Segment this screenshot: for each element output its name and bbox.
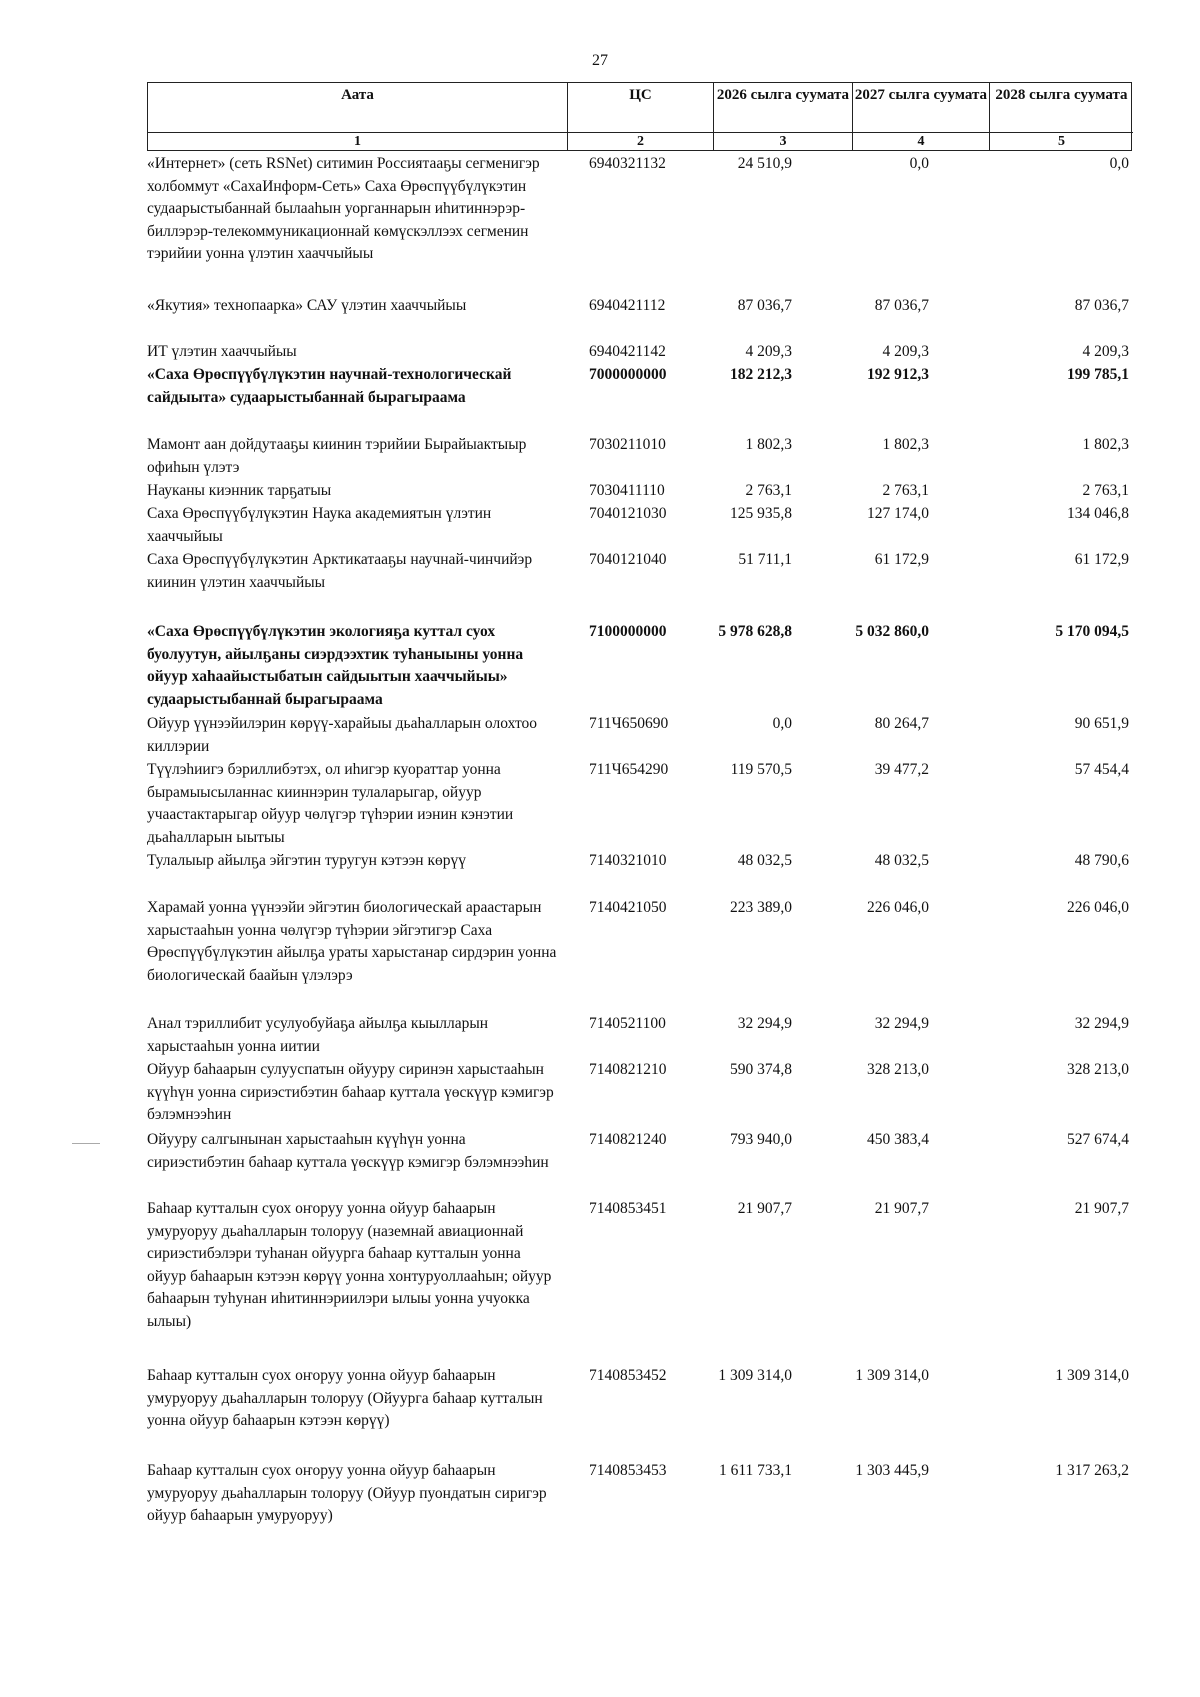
row-value-2027: 450 383,4 bbox=[867, 1131, 929, 1148]
row-code: 7140421050 bbox=[589, 899, 667, 916]
row-name: Ойууру салгынынан харыстааһын күүһүн уонна сириэстибэтин баһаар куттала үөскүүр кэмигэр бэлэмнээһин bbox=[147, 1131, 549, 1171]
row-value-2028: 87 036,7 bbox=[1074, 297, 1129, 314]
row-value-2026: 119 570,5 bbox=[730, 761, 792, 778]
row-value-2026: 793 940,0 bbox=[730, 1131, 792, 1148]
row-code: 7140853452 bbox=[589, 1367, 667, 1384]
row-name: «Саха Өрөспүүбүлүкэтин экологияҕа куттал суох буолуутун, айылҕаны сиэрдээхтик туһаныыны уонна ойуур хаһаайыстыбатын сайдыытын хааччыйыы» судаарыстыбаннай бырагыраама bbox=[147, 623, 524, 708]
row-value-2027: 1 303 445,9 bbox=[855, 1462, 929, 1479]
header-col-number: 3 bbox=[714, 132, 852, 150]
row-value-2027: 1 802,3 bbox=[882, 436, 929, 453]
row-value-2026: 32 294,9 bbox=[737, 1015, 792, 1032]
row-name: Саха Өрөспүүбүлүкэтин Арктикатааҕы научнай-чинчийэр киинин үлэтин хааччыйыы bbox=[147, 551, 533, 591]
row-value-2027: 80 264,7 bbox=[874, 715, 929, 732]
row-name: Мамонт аан дойдутааҕы киинин тэрийии Бырайыактыыр офиһын үлэтэ bbox=[147, 436, 527, 476]
row-value-2028: 527 674,4 bbox=[1067, 1131, 1129, 1148]
table-row bbox=[147, 295, 1132, 341]
row-code: 7140821210 bbox=[589, 1061, 667, 1078]
row-value-2026: 223 389,0 bbox=[730, 899, 792, 916]
row-value-2028: 1 802,3 bbox=[1082, 436, 1129, 453]
row-name: «Саха Өрөспүүбүлүкэтин научнай-технологическай сайдыыта» судаарыстыбаннай бырагыраама bbox=[147, 366, 512, 406]
row-code: 7030411110 bbox=[589, 482, 665, 499]
header-col-number: 1 bbox=[148, 132, 567, 150]
header-cell-2027 bbox=[853, 83, 990, 150]
row-value-2028: 21 907,7 bbox=[1074, 1200, 1129, 1217]
table-row bbox=[147, 434, 1132, 480]
row-value-2028: 134 046,8 bbox=[1067, 505, 1129, 522]
row-value-2028: 199 785,1 bbox=[1067, 366, 1129, 383]
row-name: «Интернет» (сеть RSNet) ситимин Россиятааҕы сегменигэр холбоммут «СахаИнформ-Сеть» Саха Өрөспүүбүлүкэтин судаарыстыбаннай былааһын уорганнарын иһитиннэрэр-биллэрэр-телекоммуникационнай көмүскэллээх сегменин тэрийии уонна үлэтин хааччыйыы bbox=[147, 155, 540, 263]
row-code: 7140521100 bbox=[589, 1015, 666, 1032]
table-row bbox=[147, 480, 1132, 503]
row-value-2028: 32 294,9 bbox=[1074, 1015, 1129, 1032]
header-cell-2028 bbox=[990, 83, 1133, 150]
scan-artifact-line bbox=[72, 1143, 100, 1144]
row-value-2027: 192 912,3 bbox=[867, 366, 929, 383]
table-row bbox=[147, 1013, 1132, 1059]
row-value-2028: 48 790,6 bbox=[1074, 852, 1129, 869]
row-value-2026: 5 978 628,8 bbox=[718, 623, 792, 640]
row-value-2027: 4 209,3 bbox=[882, 343, 929, 360]
header-label: 2027 сылга суумата bbox=[854, 87, 988, 103]
budget-table-body bbox=[147, 153, 1132, 1530]
row-code: 6940421142 bbox=[589, 343, 666, 360]
row-code: 6940321132 bbox=[589, 155, 666, 172]
row-code: 7140853453 bbox=[589, 1462, 667, 1479]
table-row bbox=[147, 1365, 1132, 1460]
row-name: Баһаар кутталын суох оҥоруу уонна ойуур баһаарын умуруоруу дьаһалларын толоруу (наземнай авиационнай сириэстибэлэри туһанан ойуурга баһаар кутталын уонна ойуур баһаарын кэтээн көрүү уонна хонтуруоллааһын; ойуур баһаарын туһунан иһитиннэриилэри ылыы уонна учуокка ылыы) bbox=[147, 1200, 552, 1330]
row-value-2028: 5 170 094,5 bbox=[1055, 623, 1129, 640]
row-name: Түүлэһиигэ бэриллибэтэх, ол иһигэр куораттар уонна бырамыысыланнас кииннэрин тулаларыгар, ойуур учаастактарыгар ойуур чөлүгэр түһэрии иэнин кэнэтии дьаһалларын ыытыы bbox=[147, 761, 514, 846]
row-value-2026: 1 802,3 bbox=[745, 436, 792, 453]
header-label: 2026 сылга суумата bbox=[716, 87, 850, 103]
table-row bbox=[147, 1129, 1132, 1198]
table-row bbox=[147, 549, 1132, 621]
table-header bbox=[147, 82, 1132, 151]
row-code: 7030211010 bbox=[589, 436, 666, 453]
row-name: Саха Өрөспүүбүлүкэтин Наука академиятын үлэтин хааччыйыы bbox=[147, 505, 492, 545]
row-value-2026: 125 935,8 bbox=[730, 505, 792, 522]
row-value-2028: 4 209,3 bbox=[1082, 343, 1129, 360]
row-value-2027: 1 309 314,0 bbox=[855, 1367, 929, 1384]
header-cell-code bbox=[568, 83, 714, 150]
row-value-2027: 87 036,7 bbox=[874, 297, 929, 314]
row-name: Баһаар кутталын суох оҥоруу уонна ойуур баһаарын умуруоруу дьаһалларын толоруу (Ойуурга баһаар кутталын уонна ойуур баһаарын кэтээн көрүү) bbox=[147, 1367, 543, 1430]
row-value-2026: 4 209,3 bbox=[745, 343, 792, 360]
row-value-2028: 61 172,9 bbox=[1074, 551, 1129, 568]
row-name: Ойуур үүнээйилэрин көрүү-харайыы дьаһалларын олохтоо киллэрии bbox=[147, 715, 538, 755]
row-name: ИТ үлэтин хааччыйыы bbox=[147, 343, 297, 360]
row-name: Анал тэриллибит усулуобуйаҕа айылҕа кыылларын харыстааһын уонна иитии bbox=[147, 1015, 489, 1055]
row-value-2027: 5 032 860,0 bbox=[855, 623, 929, 640]
row-value-2028: 226 046,0 bbox=[1067, 899, 1129, 916]
table-row bbox=[147, 1059, 1132, 1129]
row-name: Харамай уонна үүнээйи эйгэтин биологическай араастарын харыстааһын уонна чөлүгэр түһэрии эйгэтигэр Саха Өрөспүүбүлүкэтин айылҕа ураты харыстанар сирдэрин уонна биологическай баайын үлэлэрэ bbox=[147, 899, 557, 984]
row-value-2027: 127 174,0 bbox=[867, 505, 929, 522]
row-value-2027: 226 046,0 bbox=[867, 899, 929, 916]
row-value-2026: 48 032,5 bbox=[737, 852, 792, 869]
row-value-2028: 1 309 314,0 bbox=[1055, 1367, 1129, 1384]
table-row bbox=[147, 153, 1132, 295]
row-value-2028: 57 454,4 bbox=[1074, 761, 1129, 778]
row-value-2027: 39 477,2 bbox=[874, 761, 929, 778]
row-value-2028: 328 213,0 bbox=[1067, 1061, 1129, 1078]
row-name: Тулалыыр айылҕа эйгэтин туругун кэтээн көрүү bbox=[147, 852, 466, 869]
row-code: 711Ч654290 bbox=[589, 761, 669, 778]
header-cell-name bbox=[148, 83, 568, 150]
row-value-2027: 32 294,9 bbox=[874, 1015, 929, 1032]
header-cell-2026 bbox=[714, 83, 853, 150]
table-row-program bbox=[147, 621, 1132, 713]
table-row bbox=[147, 897, 1132, 1013]
row-value-2027: 21 907,7 bbox=[874, 1200, 929, 1217]
row-code: 711Ч650690 bbox=[589, 715, 669, 732]
row-value-2026: 0,0 bbox=[772, 715, 792, 732]
row-value-2026: 24 510,9 bbox=[737, 155, 792, 172]
row-name: «Якутия» технопаарка» САУ үлэтин хааччыйыы bbox=[147, 297, 467, 314]
header-label: Аата bbox=[341, 87, 374, 103]
row-code: 6940421112 bbox=[589, 297, 666, 314]
header-label: 2028 сылга суумата bbox=[995, 87, 1128, 103]
row-code: 7040121040 bbox=[589, 551, 667, 568]
row-value-2026: 590 374,8 bbox=[730, 1061, 792, 1078]
row-value-2028: 2 763,1 bbox=[1082, 482, 1129, 499]
row-name: Ойуур баһаарын сулууспатын ойууру сиринэн харыстааһын күүһүн уонна сириэстибэтин баһаар куттала үөскүүр кэмигэр бэлэмнээһин bbox=[147, 1061, 554, 1124]
table-row bbox=[147, 1198, 1132, 1365]
row-value-2026: 1 309 314,0 bbox=[718, 1367, 792, 1384]
row-value-2027: 328 213,0 bbox=[867, 1061, 929, 1078]
row-code: 7140821240 bbox=[589, 1131, 667, 1148]
row-code: 7140853451 bbox=[589, 1200, 667, 1217]
header-col-number: 2 bbox=[568, 132, 713, 150]
row-value-2026: 182 212,3 bbox=[730, 366, 792, 383]
row-code: 7000000000 bbox=[589, 366, 667, 383]
row-value-2026: 51 711,1 bbox=[738, 551, 792, 568]
row-value-2026: 1 611 733,1 bbox=[718, 1462, 792, 1479]
row-code: 7040121030 bbox=[589, 505, 667, 522]
table-row bbox=[147, 759, 1132, 850]
table-row bbox=[147, 1460, 1132, 1530]
header-col-number: 5 bbox=[990, 132, 1133, 150]
row-value-2027: 61 172,9 bbox=[874, 551, 929, 568]
row-value-2028: 90 651,9 bbox=[1074, 715, 1129, 732]
row-code: 7100000000 bbox=[589, 623, 667, 640]
row-code: 7140321010 bbox=[589, 852, 667, 869]
row-name: Науканы киэнник тарҕатыы bbox=[147, 482, 332, 499]
row-value-2027: 0,0 bbox=[909, 155, 929, 172]
table-row bbox=[147, 850, 1132, 897]
table-row bbox=[147, 713, 1132, 759]
row-value-2027: 48 032,5 bbox=[874, 852, 929, 869]
row-value-2026: 2 763,1 bbox=[745, 482, 792, 499]
header-label: ЦС bbox=[629, 87, 652, 103]
row-value-2028: 1 317 263,2 bbox=[1055, 1462, 1129, 1479]
table-row bbox=[147, 341, 1132, 364]
row-value-2026: 87 036,7 bbox=[737, 297, 792, 314]
row-value-2028: 0,0 bbox=[1109, 155, 1129, 172]
page-number: 27 bbox=[592, 52, 608, 69]
row-name: Баһаар кутталын суох оҥоруу уонна ойуур баһаарын умуруоруу дьаһалларын толоруу (Ойуур пуондатын сиригэр ойуур баһаарын умуруоруу) bbox=[147, 1462, 547, 1525]
table-row-program bbox=[147, 364, 1132, 434]
header-col-number: 4 bbox=[853, 132, 989, 150]
row-value-2026: 21 907,7 bbox=[737, 1200, 792, 1217]
row-value-2027: 2 763,1 bbox=[882, 482, 929, 499]
table-row bbox=[147, 503, 1132, 549]
